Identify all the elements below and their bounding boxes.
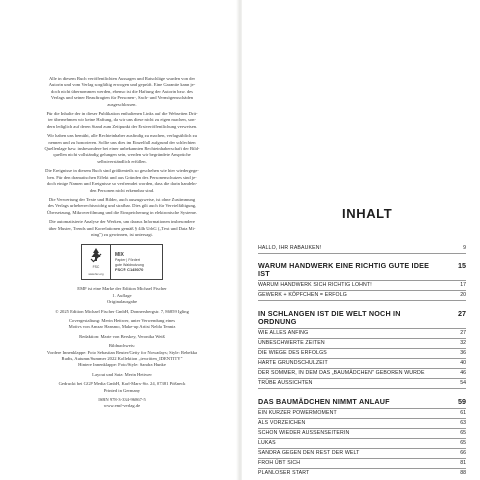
toc-entry-page: 40 [460,360,466,366]
toc-entry-title: DER SOMMER, IN DEM DAS „BAUMÄDCHEN" GEBOREN WURDE [258,370,425,376]
text-line: Hintere Innenklappe: Foto/Style: Sandra Hunke [78,362,166,368]
text-line: des Verlags urheberrechtswidrig und strafbar. Dies gilt auch für Vervielfältigung, [47,203,197,209]
toc-entry-title: ALS VORZEICHEN [258,420,306,426]
toc-chapter-title: WARUM HANDWERK EINE RICHTIG GUTE IDEE IST [258,261,430,279]
page-title: INHALT [342,206,393,221]
copyright-paragraph [30,197,214,216]
text-line: doch einige Namen und Ereignisse so verfremdet worden, dass die darin handeln- [46,181,198,187]
cover-credits [30,318,214,331]
toc-entry [258,339,466,349]
tree-check-icon [88,247,104,263]
toc-entry-page: 27 [460,330,466,336]
text-line: Die Verwertung der Texte und Bilder, auch auszugsweise, ist ohne Zustimmung [48,196,196,202]
text-line: Verlags und seiner Beauftragten für Personen-, Sach- und Vermögensschäden [50,95,194,101]
toc-entry-page: 9 [463,245,466,251]
toc-entry [258,419,466,429]
toc-chapter-page: 15 [458,261,466,270]
text-line: nennen und zu honorieren. Sollte uns dies im Einzelfall aufgrund der schlechten [48,139,196,145]
toc-chapter-title: IN SCHLANGEN IST DIE WELT NOCH IN ORDNUNG [258,309,401,327]
toc-entry-page: 20 [460,292,466,298]
image-credits [30,343,214,369]
text-line: doch nicht übernommen werden, ebenso ist die Haftung der Autorin bzw. des [51,88,193,94]
toc-entry-title: TRÜBE AUSSICHTEN [258,380,313,386]
toc-entry-page: 63 [460,420,466,426]
toc-entry [258,469,466,478]
toc-entry-title: DIE WIEGE DES ERFOLGS [258,350,327,356]
toc-entry-page: 65 [460,440,466,446]
toc-entry-title: UNBESCHWERTE ZEITEN [258,340,325,346]
fsc-text [111,245,162,279]
text-line: 1. Auflage [112,292,132,298]
toc-entry [258,359,466,369]
toc-entry-page: 36 [460,350,466,356]
toc-entry-page: 61 [460,410,466,416]
text-line: selbstverständlich erfüllen. [97,158,147,164]
text-line: Motivs von Amzar Hansmo, Make-up Artist Nelda Tenniz [68,324,176,330]
text-line: Vordere Innenklappe: Foto Sebastian Reuter/Getty for Nowadays; Style: Rebekka [46,349,198,355]
text-line: EMF ist eine Marke der Edition Michael Fischer [77,286,167,292]
toc-chapter [258,262,466,278]
text-line: ausgeschlossen. [107,101,137,107]
toc-entry [258,349,466,359]
toc-entry [258,379,466,389]
toc-entry-title: HARTE GRUNDSCHULZEIT [258,360,328,366]
editor-credits [30,334,214,340]
toc-entry-title: FROH ÜBT SICH [258,460,301,466]
imprint-page [0,0,238,480]
toc-entry [258,409,466,419]
fsc-mix: MIX [115,252,124,259]
text-line: © 2025 Edition Michael Fischer GmbH, Donnersbergstr. 7, 86859 Igling [55,308,189,314]
text-line: Originalausgabe [106,299,138,305]
toc-entry [258,291,466,301]
disclaimer-paragraph [30,76,214,108]
text-line: ning") zu gewinnen, ist untersagt. [91,231,153,237]
toc-entry-page: 46 [460,370,466,376]
isbn: ISBN 978-3-334-96867-5 [98,397,146,403]
toc-entry [258,369,466,379]
copyright-line [30,309,214,315]
toc-chapter-page: 27 [458,309,466,318]
text-line: Redaktion: Marie von Berskey, Veronika Weiß [79,333,165,339]
text-line: Layout und Satz: Merin Hettwer [92,371,152,377]
text-line: Alle in diesem Buch veröffentlichten Aussagen und Ratschläge wurden von der [48,76,196,81]
text-line: Printed in Germany [103,387,141,393]
toc-chapter [258,398,466,406]
toc-chapter-title: DAS BAUMÄDCHEN NIMMT ANLAUF [258,397,390,406]
printer-info [30,381,214,394]
tdm-paragraph [30,219,214,238]
text-line: Covergestaltung: Merin Hettwer, unter Verwendung eines [68,317,176,323]
text-line: ter übernehmen wir keine Haftung, da wir uns diese nicht zu eigen machen, son- [48,117,196,123]
publisher-website: www.emf-verlag.de [103,403,141,409]
text-line: quellen nicht vollständig gelungen sein, werden wir begründete Ansprüche [53,152,191,158]
toc-entry-page: 66 [460,450,466,456]
toc-entry-title: WIE ALLES ANFING [258,330,309,336]
text-line: Für die Inhalte der in dieser Publikation enthaltenen Links auf die Webseiten Drit- [46,111,198,117]
text-line: Wir haben uns bemüht, alle Rechteinhaber ausfindig zu machen, verlagsüblich zu [47,133,197,139]
toc-entry [258,329,466,339]
text-line: den Personen nicht erkennbar sind. [89,187,155,193]
toc-entry-page: 65 [460,430,466,436]
text-line: Quellenlage bzw. insbesondere bei einer unbekannten Rechteinhaberschaft der Bild- [44,146,200,152]
toc-entry-page: 32 [460,340,466,346]
toc-entry [258,439,466,449]
rights-paragraph [30,133,214,165]
fsc-logo [82,245,111,279]
toc-entry-title: SCHON WIEDER AUSSENSEITERIN [258,430,350,436]
events-paragraph [30,168,214,194]
isbn-info [30,397,214,410]
fsc-code: FSC® C145070 [115,267,144,273]
text-line: Die automatisierte Analyse der Werken, um daraus Informationen insbesondere [49,219,195,225]
fsc-label [81,244,163,280]
fsc-line-2: gute Waldnutzung [115,262,144,267]
toc-entry [258,459,466,469]
text-line: dern lediglich auf deren Stand zum Zeitpunkt der Erstveröffentlichung verweisen. [46,123,198,129]
text-line: Die Ereignisse in diesem Buch sind größtenteils so geschehen wie hier wiedergege- [45,168,199,174]
toc-entry-title: WARUM HANDWERK SICH RICHTIG LOHNT! [258,282,372,288]
text-line: Bildnachweis: [108,343,136,349]
toc-entry-title: EIN KURZER POWERMOMENT [258,410,337,416]
toc-entry-page: 88 [460,470,466,476]
toc-entry-title: HALLO, IHR RABAUKEN! [258,245,322,251]
toc-entry [258,281,466,291]
toc-entry-page: 81 [460,460,466,466]
text-line: Übersetzung, Mikroverfilmung und die Einspeicherung in elektronische Systeme. [46,209,198,215]
text-line: ben. Für den dramatischen Effekt und aus Gründen des Personenschutzes sind je- [47,174,197,180]
toc-entry-title: SANDRA GEGEN DEN REST DER WELT [258,450,360,456]
toc-entry [258,429,466,439]
text-line: Gedruckt bei GGP Media GmbH, Karl-Marx-Str. 24, 07381 Pößneck [58,381,186,387]
toc-entry-title: LUKAS [258,440,276,446]
toc-entry-title: GEWERK + KÖPFCHEN = ERFOLG [258,292,347,298]
text-line: über Muster, Trends und Korrelationen gemäß § 44b UrhG („Text und Data Mi- [48,225,196,231]
text-line: Rudts, Autumn/Summer 2022 Kollektion „tewritten_IDENTITY" [61,356,183,361]
toc-chapter-page: 59 [458,397,466,406]
toc-intro-row [258,244,466,254]
fsc-logo-url: www.fsc.org [88,272,104,277]
toc-entry [258,449,466,459]
publisher-note [30,286,214,305]
links-paragraph [30,111,214,130]
fsc-logo-text: FSC [92,264,100,269]
fsc-line-1: Papier | Fördert [115,258,140,263]
toc-entry-page: 54 [460,380,466,386]
text-line: Autorin und vom Verlag sorgfältig erwogen und geprüft. Eine Garantie kann je- [48,82,196,88]
layout-credits [30,372,214,378]
toc-chapter [258,310,466,326]
imprint-block [30,76,214,413]
toc-entry-title: PLANLOSER START [258,470,310,476]
toc-entry-page: 17 [460,282,466,288]
